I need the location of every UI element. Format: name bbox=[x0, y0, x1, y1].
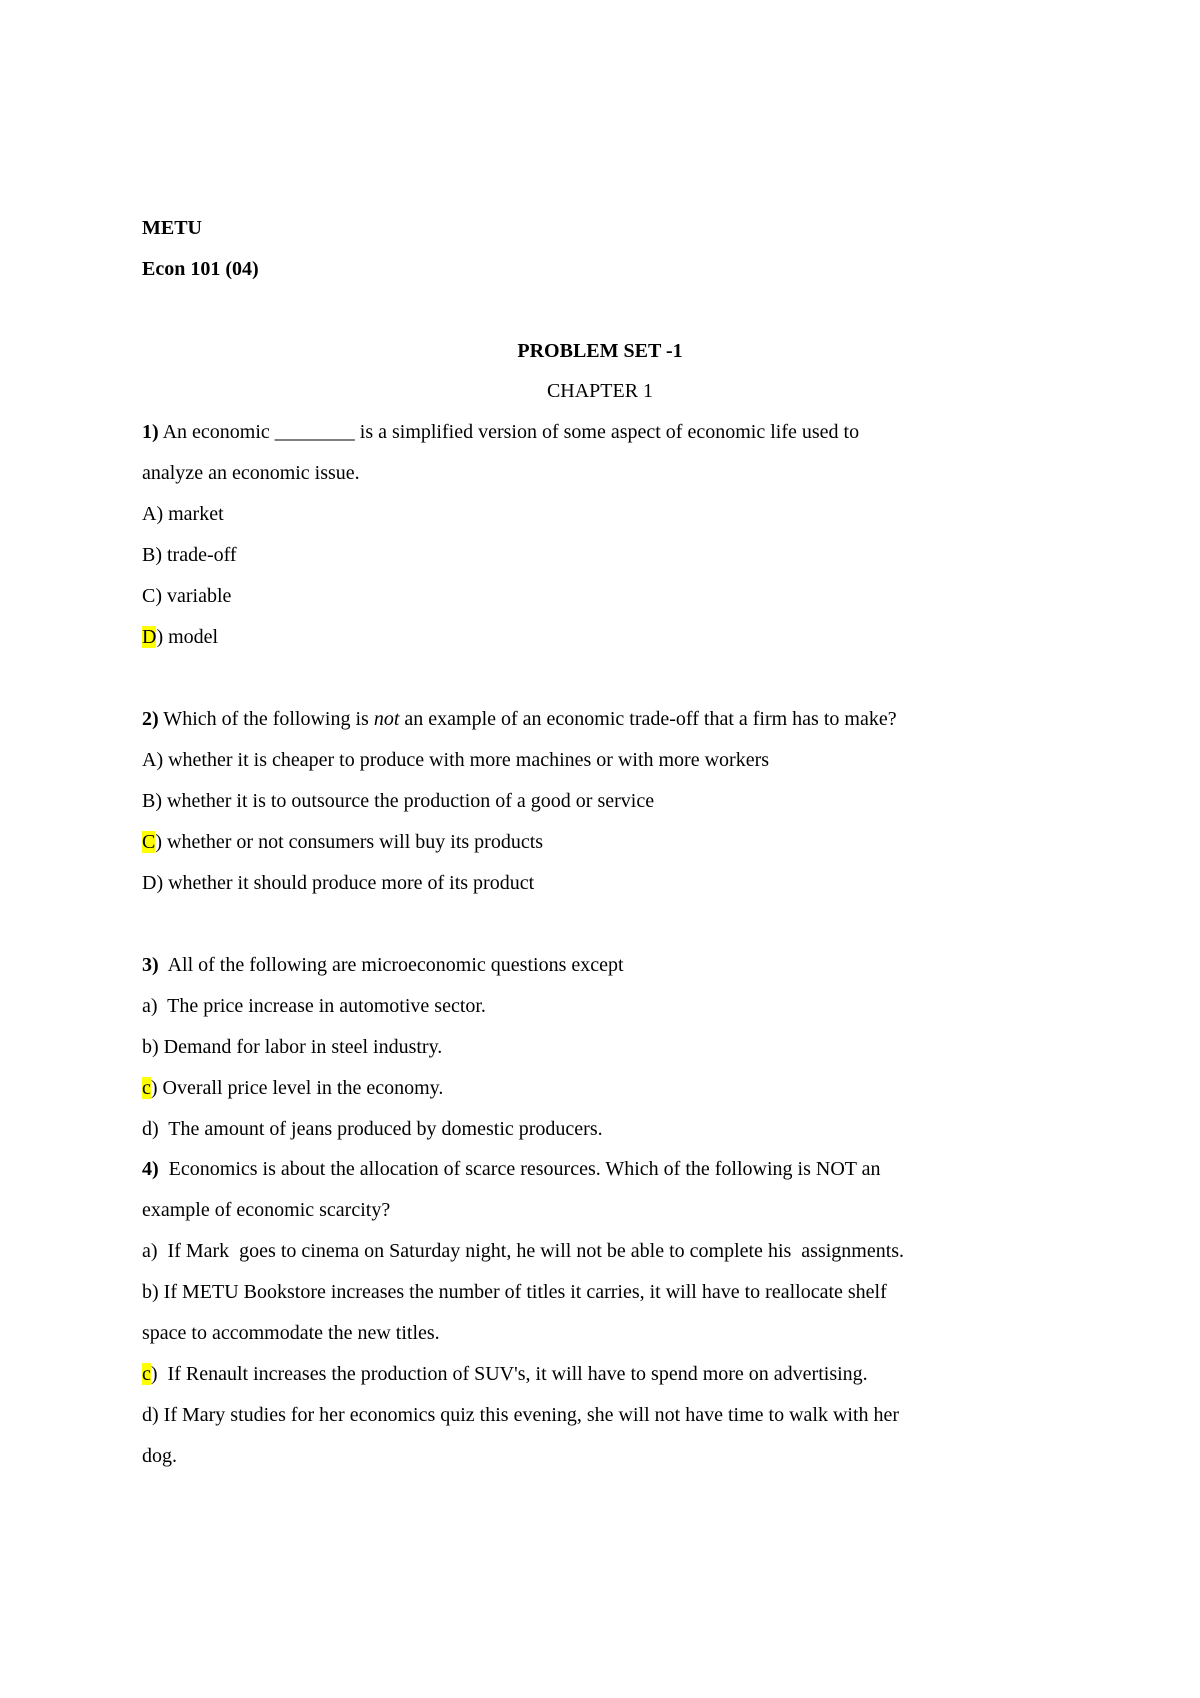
question-2-emphasis: not bbox=[373, 708, 400, 730]
question-3-option-b: b) Demand for labor in steel industry. bbox=[142, 1036, 443, 1058]
question-2-option-c bbox=[142, 830, 543, 854]
question-2-stem-post: an example of an economic trade-off that a firm has to make? bbox=[399, 708, 897, 730]
answer-highlight: c bbox=[142, 1363, 151, 1385]
question-2-option-c-text: ) whether or not consumers will buy its products bbox=[155, 831, 544, 853]
question-3-stem: All of the following are microeconomic questions except bbox=[158, 954, 624, 976]
question-4-option-c bbox=[142, 1362, 868, 1386]
question-4-text-line-2: example of economic scarcity? bbox=[142, 1199, 391, 1221]
question-4-option-c-text: ) If Renault increases the production of SUV's, it will have to spend more on advertising. bbox=[150, 1363, 868, 1385]
question-4-option-d-line-2: dog. bbox=[142, 1445, 177, 1467]
question-3-option-d: d) The amount of jeans produced by domestic producers. bbox=[142, 1118, 603, 1140]
question-4-number: 4) bbox=[142, 1158, 159, 1180]
question-4-text-line-1 bbox=[142, 1157, 881, 1181]
question-3-option-c bbox=[142, 1076, 443, 1100]
page-title: PROBLEM SET -1 bbox=[517, 340, 683, 362]
question-3-option-a: a) The price increase in automotive sector. bbox=[142, 995, 486, 1017]
question-4-option-b-line-2: space to accommodate the new titles. bbox=[142, 1322, 440, 1344]
question-2-stem-pre: Which of the following is bbox=[158, 708, 374, 730]
question-3-number: 3) bbox=[142, 954, 159, 976]
answer-highlight: c bbox=[142, 1077, 151, 1099]
question-1-option-b: B) trade-off bbox=[142, 544, 237, 566]
question-1-option-c: C) variable bbox=[142, 585, 232, 607]
answer-highlight: D bbox=[142, 626, 157, 648]
question-4-option-b-line-1: b) If METU Bookstore increases the number of titles it carries, it will have to reallocate shelf bbox=[142, 1281, 887, 1303]
question-1-stem: An economic ________ is a simplified version of some aspect of economic life used to bbox=[158, 421, 860, 443]
university-name: METU bbox=[142, 217, 202, 239]
chapter-heading: CHAPTER 1 bbox=[546, 380, 654, 402]
question-4-option-d-line-1: d) If Mary studies for her economics quiz this evening, she will not have time to walk with her bbox=[142, 1404, 900, 1426]
question-1-text-line-2: analyze an economic issue. bbox=[142, 462, 360, 484]
question-4-option-a: a) If Mark goes to cinema on Saturday night, he will not be able to complete his assignments. bbox=[142, 1240, 905, 1262]
question-2-option-b: B) whether it is to outsource the production of a good or service bbox=[142, 790, 655, 812]
question-4-stem: Economics is about the allocation of scarce resources. Which of the following is NOT an bbox=[158, 1158, 881, 1180]
question-1-option-d-text: ) model bbox=[156, 626, 219, 648]
question-2-option-a: A) whether it is cheaper to produce with more machines or with more workers bbox=[142, 749, 770, 771]
question-3-option-c-text: ) Overall price level in the economy. bbox=[150, 1077, 444, 1099]
question-1-option-d bbox=[142, 625, 218, 649]
question-1-option-a: A) market bbox=[142, 503, 224, 525]
question-1-text-line-1 bbox=[142, 420, 859, 444]
answer-highlight: C bbox=[142, 831, 156, 853]
question-1-number: 1) bbox=[142, 421, 159, 443]
question-2-text bbox=[142, 707, 897, 731]
question-2-option-d: D) whether it should produce more of its product bbox=[142, 872, 535, 894]
question-3-text bbox=[142, 953, 624, 977]
question-2-number: 2) bbox=[142, 708, 159, 730]
course-code: Econ 101 (04) bbox=[142, 258, 259, 280]
